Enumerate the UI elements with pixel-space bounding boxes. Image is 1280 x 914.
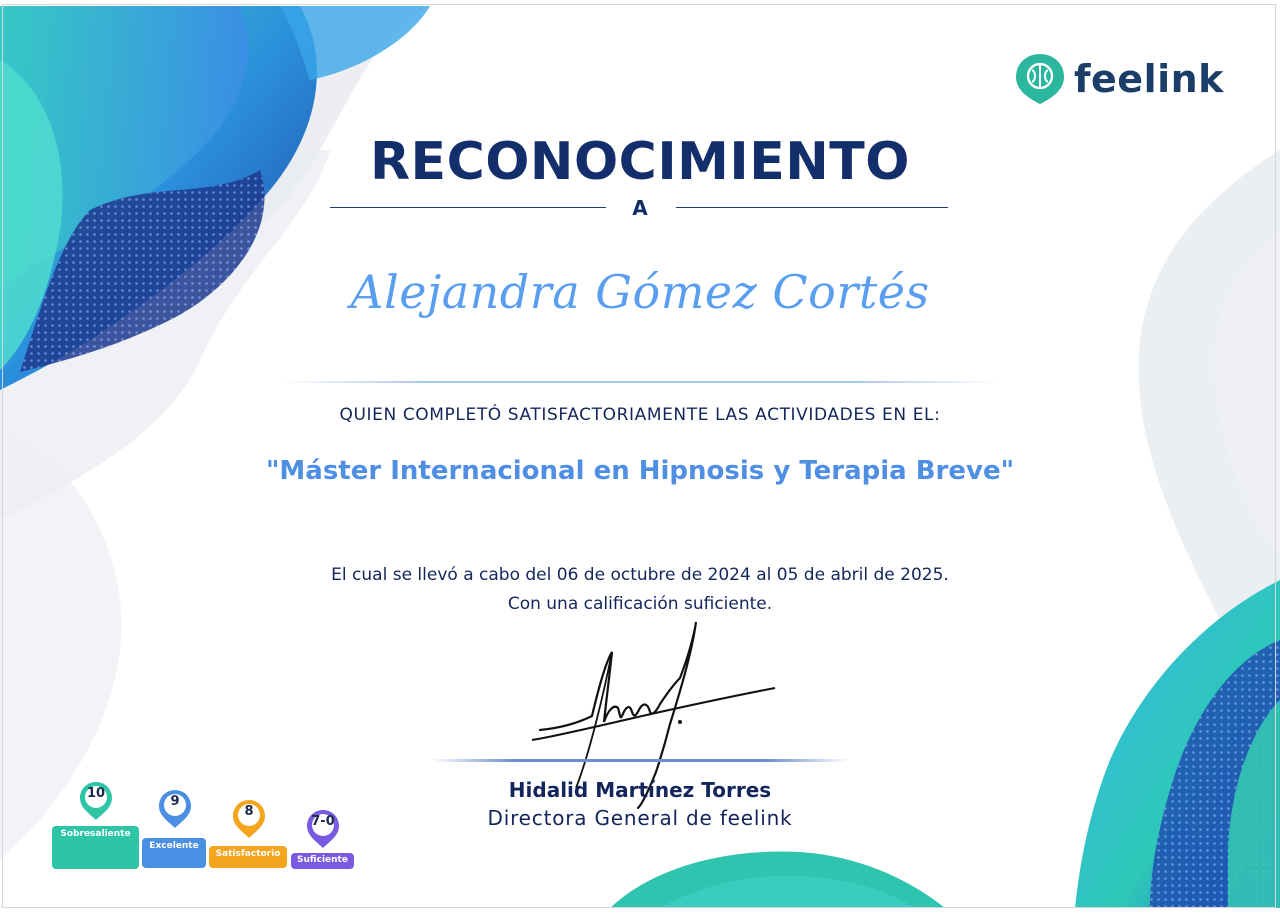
brain-pin-icon bbox=[1014, 52, 1066, 106]
grade-value: 7-0 bbox=[311, 814, 335, 829]
certificate-title: RECONOCIMIENTO bbox=[370, 132, 910, 192]
grade-statement: Con una calificación suficiente. bbox=[507, 594, 773, 614]
grade-pin-10 bbox=[78, 780, 114, 827]
to-label: A bbox=[632, 196, 648, 220]
grade-value: 8 bbox=[244, 804, 254, 819]
signatory-role: Directora General de feelink bbox=[487, 806, 793, 830]
signature-line bbox=[430, 759, 850, 762]
feelink-logo bbox=[1014, 52, 1224, 106]
grade-label-suficiente: Suficiente bbox=[291, 853, 354, 869]
recipient-name: Alejandra Gómez Cortés bbox=[350, 265, 930, 319]
recipient-separator bbox=[282, 381, 998, 383]
grade-pin-8 bbox=[231, 798, 267, 845]
signatory-name: Hidalid Martínez Torres bbox=[508, 778, 772, 802]
grade-value: 10 bbox=[86, 786, 106, 801]
dates-statement: El cual se llevó a cabo del 06 de octubre de 2024 al 05 de abril de 2025. bbox=[331, 565, 949, 585]
program-name: "Máster Internacional en Hipnosis y Terapia Breve" bbox=[265, 456, 1015, 486]
grade-label-excelente: Excelente bbox=[142, 838, 206, 868]
grade-value: 9 bbox=[170, 794, 180, 809]
completion-statement: QUIEN COMPLETÓ SATISFACTORIAMENTE LAS ACTIVIDADES EN EL: bbox=[339, 405, 941, 425]
grade-pin-7-0 bbox=[305, 808, 341, 855]
brand-name: feelink bbox=[1074, 57, 1224, 101]
grade-pin-9 bbox=[157, 788, 193, 835]
grade-label-satisfactorio: Satisfactorio bbox=[209, 846, 287, 868]
grade-label-sobresaliente: Sobresaliente bbox=[52, 826, 139, 869]
grade-scale-legend bbox=[0, 0, 348, 865]
